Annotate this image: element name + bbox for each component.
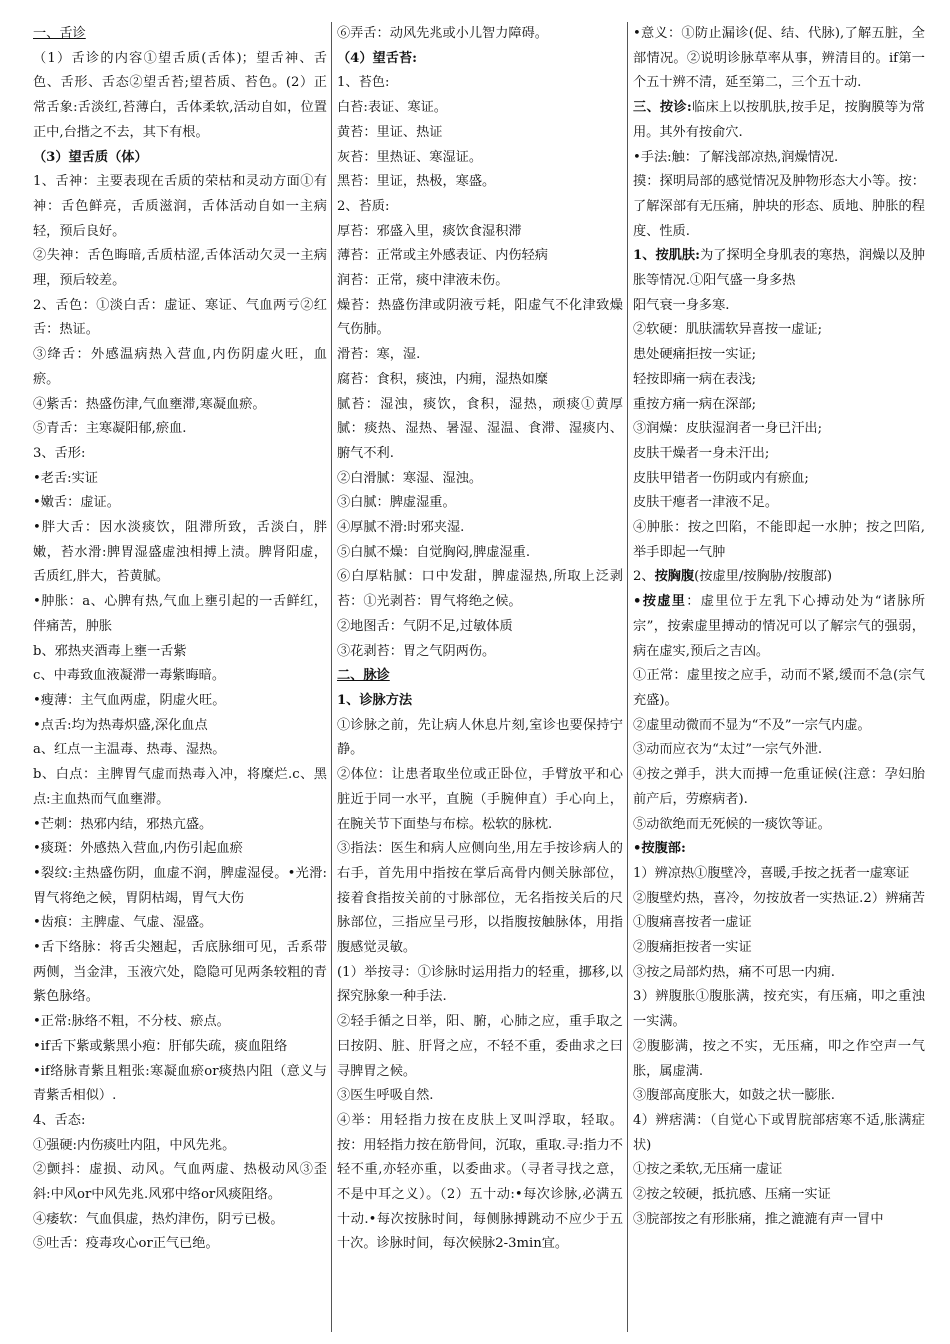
document-page [33,22,925,1332]
text-paragraph: •按虚里：虚里位于左乳下心搏动处为“诸脉所宗”，按索虚里搏动的情况可以了解宗气的强弱，病在虚实,预后之吉凶。 [633,594,925,659]
text-paragraph: ⑤吐舌：疫毒攻心or正气已绝。 [33,1236,219,1252]
text-paragraph: 薄苔：正常或主外感表证、内伤轻病 [337,248,548,264]
text-paragraph: 2、舌色：①淡白舌：虚证、寒证、气血两亏②红舌：热证。 [33,297,327,338]
text-paragraph: •痰斑：外感热入营血,内伤引起血瘀 [33,841,243,857]
text-paragraph: 皮肤干瘪者一津液不足。 [633,495,779,511]
text-paragraph: •按腹部: [633,841,686,857]
text-paragraph: ②颤抖：虚损、动风。气血两虚、热极动风③歪斜:中风or中风先兆.风邪中络or风痰阻络。 [33,1162,327,1203]
text-paragraph: 1、苔色: [337,75,390,91]
text-paragraph: ④按之弹手，洪大而搏一危重证候(注意：孕妇胎前产后，劳瘵病者). [633,767,925,807]
text-paragraph: 2、苔质: [337,198,390,214]
text-paragraph: •点舌:均为热毒炽盛,深化血点 [33,717,208,733]
text-paragraph: •意义：①防止漏诊(促、结、代脉),了解五脏，全部情况。②说明诊脉草率从事，辨清目的。if第一个五十辨不清，延至第二，三个五十动. [633,26,925,91]
text-paragraph: ①诊脉之前，先让病人休息片刻,室诊也要保持宁静。 [337,717,623,758]
text-paragraph: 腻苔：湿浊，痰饮，食积，湿热，顽痰①黄厚腻：痰热、湿热、暑湿、湿温、食滞、湿痰内、腑气不利. [337,396,623,461]
text-paragraph: •芒刺：热邪内结，邪热亢盛。 [33,816,213,832]
text-paragraph: b、白点：主脾胃气虚而热毒入冲，将糜烂.c、黑点:主血热而气血壅滞。 [33,767,327,807]
text-paragraph: 1、诊脉方法 [337,692,413,708]
text-paragraph: ④痿软：气血俱虚，热灼津伤，阴亏已极。 [33,1211,284,1227]
text-paragraph: ②按之较硬，抵抗感、压痛一实证 [633,1187,831,1203]
text-paragraph: ②腹壁灼热，喜冷，勿按放者一实热证.2）辨痛苦①腹痛喜按者一虚证 [633,890,925,931]
text-paragraph: 4）辨痞满：（自觉心下或胃脘部痞寒不适,胀满症状) [633,1112,925,1153]
text-paragraph: 滑苔：寒，湿. [337,347,421,363]
text-paragraph: ②虚里动微而不显为“不及”一宗气内虚。 [633,717,871,733]
text-paragraph: ④紫舌：热盛伤津,气血壅滞,寒凝血瘀。 [33,396,266,412]
text-paragraph: 3）辨腹胀①腹胀满，按充实，有压痛，叩之重浊一实满。 [633,989,925,1030]
text-paragraph: ⑤动欲绝而无死候的一痰饮等证。 [633,816,831,832]
text-paragraph: 皮肤甲错者一伤阴或内有瘀血; [633,470,809,486]
text-paragraph: ②地图舌：气阴不足,过敏体质 [337,618,513,634]
text-paragraph: 1）辨凉热①腹壁冷，喜暖,手按之抚者一虚寒证 [633,865,910,881]
text-paragraph: 2、按胸腹(按虚里/按胸胁/按腹部) [633,569,833,585]
column-divider [627,22,628,1332]
column-divider [331,22,332,1332]
text-paragraph: •肿胀：a、心脾有热,气血上壅引起的一舌鲜红，伴痛苦，肿胀 [33,594,327,634]
text-paragraph: 皮肤干燥者一身未汗出; [633,445,770,461]
text-paragraph: c、中毒致血液凝滞一毒紫晦暗。 [33,668,226,684]
text-paragraph: ⑤青舌：主寒凝阳郁,瘀血. [33,421,187,437]
text-paragraph: 三、按诊:临床上以按肌肤,按手足，按胸膜等为常用。其外有按俞穴. [633,100,925,140]
text-paragraph: ②轻手循之日举，阳、腑，心肺之应，重手取之曰按阴、脏、肝肾之应，不轻不重，委曲求之曰寻脾胃之候。 [337,1014,623,1079]
text-paragraph: 3、舌形: [33,445,86,461]
text-paragraph: 厚苔：邪盛入里，痰饮食湿积滞 [337,223,522,239]
text-paragraph: ②白滑腻：寒湿、湿浊。 [337,470,483,486]
text-paragraph: ④举：用轻指力按在皮肤上叉叫浮取，轻取。按：用轻指力按在筋骨间，沉取，重取.寻:指力不轻不重,亦轻亦重，以委曲求。（寻者寻找之意，不是中耳之义）。（2）五十动:•每次诊脉,必满五十动.•每次按脉时间，每侧脉搏跳动不应少于五十次。诊脉时间，每次候脉2-3min宜。 [337,1112,623,1252]
text-paragraph: 重按方痛一病在深部; [633,396,757,412]
text-paragraph: 轻按即痛一病在表浅; [633,371,757,387]
text-paragraph: •if络脉青紫且粗张:寒凝血瘀or痰热内阻（意义与青紫舌相似）. [33,1063,327,1104]
column-2 [337,22,623,1332]
text-paragraph: •齿痕：主脾虚、气虚、湿盛。 [33,915,213,931]
text-paragraph: a、红点一主温毒、热毒、湿热。 [33,742,226,758]
text-paragraph: 患处硬痛拒按一实证; [633,347,757,363]
text-paragraph: •嫩舌：虚证。 [33,495,120,511]
text-paragraph: 灰苔：里热证、寒湿证。 [337,149,483,165]
text-paragraph: ⑥弄舌：动风先兆或小儿智力障碍。 [337,26,548,41]
text-paragraph: ③花剥苔：胃之气阴两伤。 [337,643,496,659]
text-paragraph: 4、舌态: [33,1112,86,1128]
column-3 [633,22,925,1332]
text-paragraph: （3）望舌质（体） [33,149,148,165]
text-paragraph: ③白腻：脾虚湿重。 [337,495,456,511]
text-paragraph: •老舌:实证 [33,470,98,486]
text-paragraph: ⑤白腻不燥：自觉胸闷,脾虚湿重. [337,544,531,560]
column-1 [33,22,327,1332]
text-paragraph: •瘦薄：主气血两虚，阴虚火旺。 [33,692,226,708]
text-paragraph: ②软硬：肌肤濡软异喜按一虚证; [633,322,823,338]
text-paragraph: •if舌下紫或紫黑小疱：肝郁失疏，痰血阻络 [33,1038,288,1054]
text-paragraph: ②体位：让患者取坐位或正卧位，手臂放平和心脏近于同一水平，直腕（手腕伸直）手心向上，在腕关节下面垫与布棕。松软的脉枕. [337,767,623,832]
text-paragraph: ②腹痛拒按者一实证 [633,940,752,956]
text-paragraph: •正常:脉络不粗，不分枝、瘀点。 [33,1014,230,1030]
text-paragraph: ①按之柔软,无压痛一虚证 [633,1162,783,1178]
text-paragraph: •胖大舌：因水淡痰饮，阻滞所致，舌淡白，胖嫩，苔水滑:脾胃湿盛虚浊相搏上渍。脾肾阳虚，舌质红,胖大，苔黄腻。 [33,520,327,585]
text-paragraph: ③润燥：皮肤湿润者一身已汗出; [633,421,823,437]
text-paragraph: ②腹膨满，按之不实，无压痛，叩之作空声一气胀，属虚满. [633,1038,925,1079]
text-paragraph: ③医生呼吸自然. [337,1088,434,1104]
text-paragraph: ②失神：舌色晦暗,舌质枯涩,舌体活动欠灵一主病理，预后较差。 [33,248,327,289]
text-paragraph: 一、舌诊 [33,26,86,41]
text-paragraph: 1、按肌肤:为了探明全身肌表的寒热，润燥以及肿胀等情况.①阳气盛一身多热 [633,248,925,289]
text-paragraph: b、邪热夹酒毒上壅一舌紫 [33,643,187,659]
text-paragraph: ③指法：医生和病人应侧向坐,用左手按诊病人的右手，首先用中指按在掌后高骨内侧关脉部位，接着食指按关前的寸脉部位，无名指按关后的尺脉部位，三指应呈弓形，以指腹按触脉体，用指腹感觉灵敏。 [337,841,623,956]
text-paragraph: 二、脉诊 [337,668,390,684]
text-paragraph: ③按之局部灼热，痛不可思一内痈. [633,964,836,980]
text-paragraph: ①强硬:内伤痰吐内阻，中风先兆。 [33,1137,236,1153]
text-paragraph: ⑥白厚粘腻：口中发甜，脾虚湿热,所取上泛剥苔：①光剥苔：胃气将绝之候。 [337,569,623,610]
text-paragraph: （1）舌诊的内容①望舌质(舌体)；望舌神、舌色、舌形、舌态②望舌苔;望苔质、苔色。(2）正常舌象:舌淡红,苔薄白，舌体柔软,活动自如，位置正中,台揩之不去，其下有根。 [33,50,327,140]
text-paragraph: 润苔：正常，痰中津液未伤。 [337,273,509,289]
text-paragraph: ④厚腻不滑:时邪夹湿. [337,520,465,536]
text-paragraph: •手法:触：了解浅部凉热,润燥情况. [633,149,839,165]
text-paragraph: ③绛舌：外感温病热入营血,内伤阴虚火旺，血瘀。 [33,347,327,387]
text-paragraph: ④肿胀：按之凹陷，不能即起一水肿；按之凹陷,举手即起一气肿 [633,520,925,560]
text-paragraph: ③腹部高度胀大，如鼓之状一膨胀. [633,1088,836,1104]
text-paragraph: 腐苔：食积，痰浊，内痈，湿热如糜 [337,371,548,387]
text-paragraph: 1、舌神：主要表现在舌质的荣枯和灵动方面①有神：舌色鲜亮，舌质滋润，舌体活动自如一主病轻，预后良好。 [33,174,327,239]
text-paragraph: 摸：探明局部的感觉情况及肿物形态大小等。按：了解深部有无压痛，肿块的形态、质地、肿胀的程度、性质. [633,174,925,239]
text-paragraph: •裂纹:主热盛伤阴，血虚不润，脾虚湿侵。•光滑:胃气将绝之候，胃阴枯竭，胃气大伤 [33,865,327,906]
text-paragraph: ①正常：虚里按之应手，动而不紧,缓而不急(宗气充盛)。 [633,668,925,708]
text-paragraph: 燥苔：热盛伤津或阴液亏耗，阳虚气不化津致燥气伤肺。 [337,297,623,338]
text-paragraph: •舌下络脉：将舌尖翘起，舌底脉细可见，舌系带两侧，当金津，玉液穴处，隐隐可见两条较粗的青紫色脉络。 [33,940,327,1005]
text-paragraph: 黄苔：里证、热证 [337,124,443,140]
text-paragraph: ③脘部按之有形胀痛，推之漉漉有声一冒中 [633,1211,884,1227]
text-paragraph: (1）举按寻：①诊脉时运用指力的轻重，挪移,以探究脉象一种手法. [337,964,623,1005]
text-paragraph: （4）望舌苔: [337,50,417,66]
text-paragraph: 黑苔：里证，热极，寒盛。 [337,174,496,190]
text-paragraph: ③动而应衣为“太过”一宗气外泄. [633,742,823,758]
text-paragraph: 阳气衰一身多寒. [633,297,730,313]
text-paragraph: 白苔:表证、寒证。 [337,100,447,116]
